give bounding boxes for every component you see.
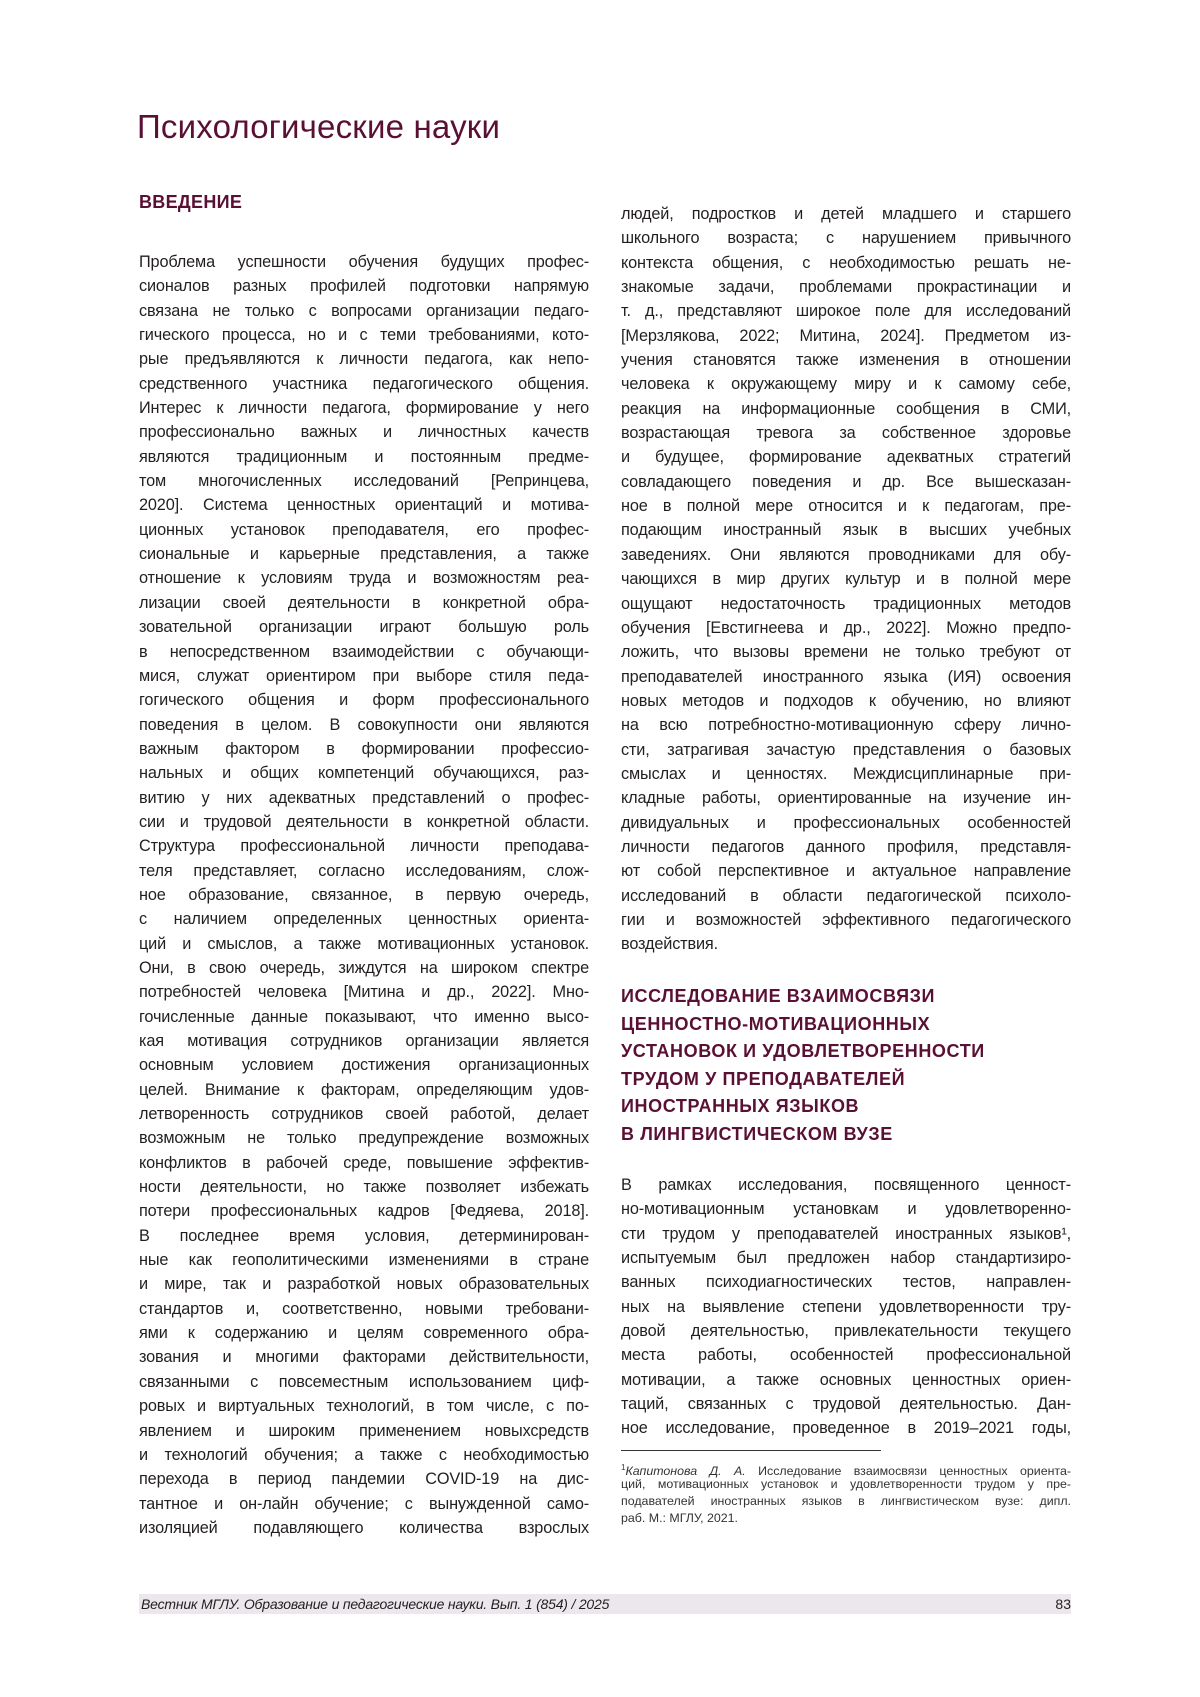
footnote-line: подавателей иностранных языков в лингвистическом вузе: дипл. — [621, 1493, 1071, 1510]
text-line: сии и трудовой деятельности в конкретной области. — [139, 810, 589, 834]
text-line: конфликтов в рабочей среде, повышение эффектив- — [139, 1151, 589, 1175]
text-line: нальных и общих компетенций обучающихся, раз- — [139, 761, 589, 785]
text-line: дивидуальных и профессиональных особенностей — [621, 811, 1071, 835]
page-number: 83 — [1055, 1596, 1071, 1612]
footnote-text: Исследование взаимосвязи ценностных ориента- — [746, 1464, 1071, 1478]
heading-line: ТРУДОМ У ПРЕПОДАВАТЕЛЕЙ — [621, 1066, 985, 1094]
text-line: сиональные и карьерные представления, а также — [139, 542, 589, 566]
footnote-divider — [621, 1450, 881, 1451]
text-line: довой деятельностью, привлекательности текущего — [621, 1319, 1071, 1343]
text-line: основным условием достижения организационных — [139, 1053, 589, 1077]
text-line: ровых и виртуальных технологий, в том числе, с по- — [139, 1394, 589, 1418]
text-line: личности педагогов данного профиля, представля- — [621, 835, 1071, 859]
footnote — [621, 1459, 1071, 1527]
text-line: ное в полной мере относится и к педагогам, пре- — [621, 494, 1071, 518]
text-line: места работы, особенностей профессиональной — [621, 1343, 1071, 1367]
text-line: возрастающая тревога за собственное здоровье — [621, 421, 1071, 445]
intro-heading: ВВЕДЕНИЕ — [139, 192, 242, 213]
text-line: изоляцией подавляющего количества взрослых — [139, 1516, 589, 1540]
left-column-text — [139, 250, 589, 1540]
text-line: ности деятельности, но также позволяет избежать — [139, 1175, 589, 1199]
text-line: важным фактором в формировании профессио- — [139, 737, 589, 761]
text-line: профессионально важных и личностных качеств — [139, 420, 589, 444]
text-line: зования и многими факторами действительности, — [139, 1345, 589, 1369]
text-line: стандартов и, соответственно, новыми требовани- — [139, 1297, 589, 1321]
text-line: знакомые задачи, проблемами прокрастинации и — [621, 275, 1071, 299]
text-line: ют собой перспективное и актуальное направление — [621, 859, 1071, 883]
text-line: потери профессиональных кадров [Федяева, 2018]. — [139, 1199, 589, 1223]
text-line: ционных установок преподавателя, его профес- — [139, 518, 589, 542]
journal-title: Вестник МГЛУ. Образование и педагогические науки. Вып. 1 (854) / 2025 — [141, 1596, 609, 1612]
heading-line: В ЛИНГВИСТИЧЕСКОМ ВУЗЕ — [621, 1121, 985, 1149]
text-line: кая мотивация сотрудников организации является — [139, 1029, 589, 1053]
text-line: таций, связанных с трудовой деятельностью. Дан- — [621, 1392, 1071, 1416]
text-line: чающихся в мир других культур и в полной мере — [621, 567, 1071, 591]
text-line: заведениях. Они являются проводниками для обу- — [621, 543, 1071, 567]
footnote-line — [621, 1459, 1071, 1476]
text-line: мотивации, а также основных ценностных ориен- — [621, 1368, 1071, 1392]
text-line: смыслах и ценностях. Междисциплинарные при- — [621, 762, 1071, 786]
text-line: лизации своей деятельности в конкретной обра- — [139, 591, 589, 615]
text-line: ций и смыслов, а также мотивационных установок. — [139, 932, 589, 956]
text-line: витию у них адекватных представлений о профес- — [139, 786, 589, 810]
text-line: явлением и широким применением новыхсредств — [139, 1419, 589, 1443]
text-line: [Мерзлякова, 2022; Митина, 2024]. Предметом из- — [621, 324, 1071, 348]
text-line: с наличием определенных ценностных ориента- — [139, 907, 589, 931]
text-line: В рамках исследования, посвященного ценност- — [621, 1173, 1071, 1197]
text-line: кладные работы, ориентированные на изучение ин- — [621, 786, 1071, 810]
text-line: тантное и он-лайн обучение; с вынужденной само- — [139, 1492, 589, 1516]
text-line: человека к окружающему миру и к самому себе, — [621, 372, 1071, 396]
footnote-marker: 1 — [621, 1463, 625, 1472]
text-line: реакция на информационные сообщения в СМИ, — [621, 397, 1071, 421]
text-line: ложить, что вызовы времени не только требуют от — [621, 640, 1071, 664]
footnote-author: Капитонова Д. А. — [625, 1464, 745, 1478]
text-line: теля представляет, согласно исследованиям, слож- — [139, 859, 589, 883]
text-line: сти, затрагивая зачастую представления о базовых — [621, 738, 1071, 762]
text-line: воздействия. — [621, 932, 1071, 956]
text-line: рые предъявляются к личности педагога, как непо- — [139, 347, 589, 371]
text-line: 2020]. Система ценностных ориентаций и мотива- — [139, 493, 589, 517]
heading-line: ИНОСТРАННЫХ ЯЗЫКОВ — [621, 1093, 985, 1121]
text-line: ное исследование, проведенное в 2019–2021 годы, — [621, 1416, 1071, 1440]
text-line: подающим иностранный язык в высших учебных — [621, 518, 1071, 542]
text-line: обучения [Евстигнеева и др., 2022]. Можно предпо- — [621, 616, 1071, 640]
text-line: том многочисленных исследований [Репринцева, — [139, 469, 589, 493]
text-line: ванных психодиагностических тестов, направлен- — [621, 1270, 1071, 1294]
text-line: перехода в период пандемии COVID-19 на дис- — [139, 1467, 589, 1491]
text-line: и технологий обучения; а также с необходимостью — [139, 1443, 589, 1467]
section2-heading — [621, 983, 985, 1148]
text-line: учения становятся также изменения в отношении — [621, 348, 1071, 372]
text-line: отношение к условиям труда и возможностям реа- — [139, 566, 589, 590]
text-line: но-мотивационным установкам и удовлетворенно- — [621, 1197, 1071, 1221]
text-line: средственного участника педагогического общения. — [139, 372, 589, 396]
text-line: летворенность сотрудников своей работой, делает — [139, 1102, 589, 1126]
text-line: гогического общения и форм профессионального — [139, 688, 589, 712]
text-line: возможным не только предупреждение возможных — [139, 1126, 589, 1150]
text-line: ями к содержанию и целям современного обра- — [139, 1321, 589, 1345]
text-line: гии и возможностей эффективного педагогического — [621, 908, 1071, 932]
text-line: школьного возраста; с нарушением привычного — [621, 226, 1071, 250]
text-line: людей, подростков и детей младшего и старшего — [621, 202, 1071, 226]
text-line: являются традиционным и постоянным предме- — [139, 445, 589, 469]
text-line: гочисленные данные показывают, что именно высо- — [139, 1005, 589, 1029]
text-line: сионалов разных профилей подготовки напрямую — [139, 274, 589, 298]
text-line: преподавателей иностранного языка (ИЯ) освоения — [621, 665, 1071, 689]
text-line: потребностей человека [Митина и др., 2022]. Мно- — [139, 980, 589, 1004]
text-line: поведения в целом. В совокупности они являются — [139, 713, 589, 737]
text-line: и будущее, формирование адекватных стратегий — [621, 445, 1071, 469]
section-title: Психологические науки — [137, 108, 500, 146]
text-line: ощущают недостаточность традиционных методов — [621, 592, 1071, 616]
text-line: т. д., представляют широкое поле для исследований — [621, 299, 1071, 323]
text-line: гического процесса, но и с теми требованиями, кото- — [139, 323, 589, 347]
text-line: В последнее время условия, детерминирован- — [139, 1224, 589, 1248]
heading-line: УСТАНОВОК И УДОВЛЕТВОРЕННОСТИ — [621, 1038, 985, 1066]
text-line: ное образование, связанное, в первую очередь, — [139, 883, 589, 907]
text-line: новых методов и подходов к обучению, но влияют — [621, 689, 1071, 713]
heading-line: ИССЛЕДОВАНИЕ ВЗАИМОСВЯЗИ — [621, 983, 985, 1011]
text-line: совладающего поведения и др. Все вышесказан- — [621, 470, 1071, 494]
text-line: и мире, так и разработкой новых образовательных — [139, 1272, 589, 1296]
text-line: связанными с повсеместным использованием циф- — [139, 1370, 589, 1394]
text-line: мися, служат ориентиром при выборе стиля педа- — [139, 664, 589, 688]
text-line: Интерес к личности педагога, формирование у него — [139, 396, 589, 420]
text-line: в непосредственном взаимодействии с обучающи- — [139, 640, 589, 664]
text-line: испытуемым был предложен набор стандартизиро- — [621, 1246, 1071, 1270]
section2-body-text — [621, 1173, 1071, 1441]
text-line: сти трудом у преподавателей иностранных языков¹, — [621, 1222, 1071, 1246]
text-line: ных на выявление степени удовлетворенности тру- — [621, 1295, 1071, 1319]
text-line: связана не только с вопросами организации педаго- — [139, 299, 589, 323]
text-line: ные как геополитическими изменениями в стране — [139, 1248, 589, 1272]
text-line: Структура профессиональной личности преподава- — [139, 834, 589, 858]
text-line: исследований в области педагогической психоло- — [621, 884, 1071, 908]
footnote-line: ций, мотивационных установок и удовлетворенности трудом у пре- — [621, 1476, 1071, 1493]
text-line: Они, в свою очередь, зиждутся на широком спектре — [139, 956, 589, 980]
heading-line: ЦЕННОСТНО-МОТИВАЦИОННЫХ — [621, 1011, 985, 1039]
footnote-line: раб. М.: МГЛУ, 2021. — [621, 1510, 1071, 1527]
text-line: целей. Внимание к факторам, определяющим удов- — [139, 1078, 589, 1102]
text-line: контекста общения, с необходимостью решать не- — [621, 251, 1071, 275]
text-line: на всю потребностно-мотивационную сферу лично- — [621, 713, 1071, 737]
text-line: зовательной организации играют большую роль — [139, 615, 589, 639]
page-footer — [139, 1594, 1071, 1614]
text-line: Проблема успешности обучения будущих профес- — [139, 250, 589, 274]
right-column-text — [621, 202, 1071, 957]
